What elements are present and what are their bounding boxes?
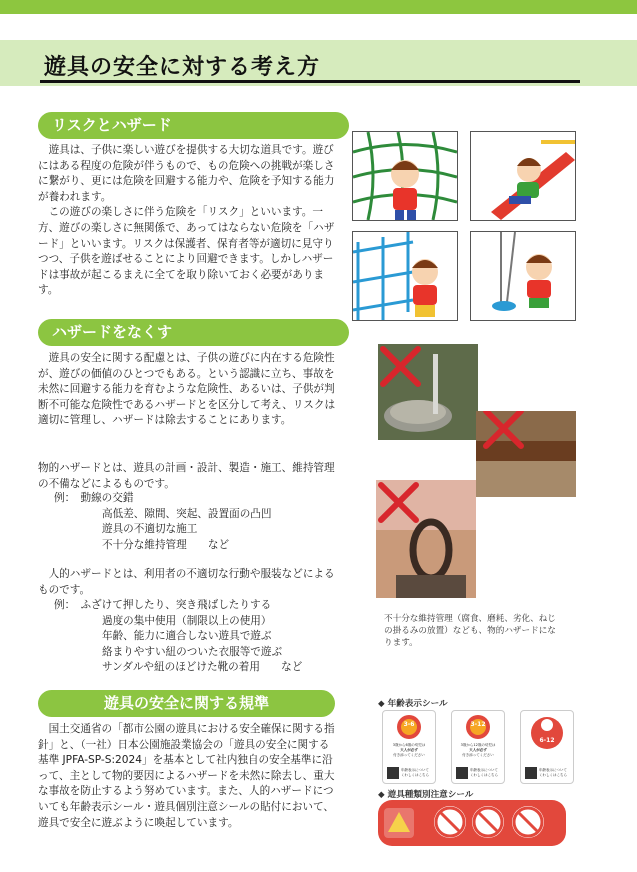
photo-worn-swing-chain <box>376 480 476 598</box>
sticker-line: 大人が必ず <box>469 748 487 752</box>
illustration-slide <box>470 131 576 221</box>
list-item: サンダルや紐のほどけた靴の着用 など <box>102 661 303 674</box>
qr-text: 年齢表示について くわしくはこちら <box>539 768 567 777</box>
qr-text: 年齢表示について くわしくはこちら <box>401 768 429 777</box>
qr-text: 年齢表示について くわしくはこちら <box>470 768 498 777</box>
type-sticker-label: ◆ 遊具種類別注意シール <box>378 790 474 800</box>
section-heading-safety-standards: 遊具の安全に関する規準 <box>38 690 335 717</box>
page-title: 遊具の安全に対する考え方 <box>44 55 321 80</box>
section-heading-risk-hazard: リスクとハザード <box>38 112 349 139</box>
illustration-climbing-net <box>352 131 458 221</box>
safety-standards-paragraph: 国土交通省の「都市公園の遊具における安全確保に関する指針」と、（一社）日本公園施設業協会の「遊具の安全に関する基準 JPFA-SP-S:2024」を基本として社内独自の安全基準に沿って、主として物的要因によるハザードを未然に除去し、重大な事故を防止するよう努めています。また、人的ハザードについても年齢表示シール・遊具個別注意シールの貼付において、遊具で安全に遊ぶように喚起しています。 <box>38 723 335 829</box>
qr-code-icon <box>387 767 399 779</box>
list-item: 例： 動線の交錯 <box>54 492 134 504</box>
list-item: 過度の集中使用（制限以上の使用） <box>102 614 272 627</box>
section-heading-remove-hazard: ハザードをなくす <box>38 319 349 346</box>
qr-code-icon <box>525 767 537 779</box>
age-sticker-label: ◆ 年齢表示シール <box>378 699 448 709</box>
age-range: 3-12 <box>470 721 486 728</box>
list-item: 不十分な維持管理 など <box>102 538 230 551</box>
sticker-line: 3歳から12歳の幼児は <box>460 743 496 747</box>
sticker-line: 3歳から6歳の幼児は <box>392 743 426 747</box>
list-item: 年齢、能力に適合しない遊具で遊ぶ <box>102 630 272 643</box>
title-underline <box>40 80 580 83</box>
list-item: 高低差、隙間、突起、設置面の凸凹 <box>102 507 272 520</box>
sticker-line: 付き添ってください <box>462 753 494 757</box>
physical-hazard-intro: 物的ハザードとは、遊具の計画・設計、製造・施工、維持管理の不備などによるものです。 <box>38 462 335 490</box>
age-sticker-3-6 <box>382 710 436 784</box>
list-item: 遊具の不適切な施工 <box>102 523 198 536</box>
maintenance-caption: 不十分な維持管理（腐食、磨耗、劣化、ねじの掛るみの放置）なども、物的ハザードになります。 <box>384 614 556 648</box>
sticker-line: 付き添ってください <box>393 753 425 757</box>
list-item: 例： ふざけて押したり、突き飛ばしたりする <box>54 599 272 611</box>
list-item: 絡まりやすい紐のついた衣服等で遊ぶ <box>102 645 283 658</box>
qr-code-icon <box>456 767 468 779</box>
physical-hazard-list <box>54 491 272 553</box>
remove-hazard-paragraph: 遊具の安全に関する配慮とは、子供の遊びに内在する危険性が、遊びの価値のひとつでもある。という認識に立ち、事故を未然に回避する能力を育むような危険性、あるいは、子供が判断不可能な危険性であるハザードとを区分して考え、リスクは適切に管理し、ハザードは除去することにあります。 <box>38 352 336 427</box>
human-hazard-list <box>54 598 302 676</box>
age-range: 6-12 <box>539 737 555 744</box>
age-sticker-3-12 <box>451 710 505 784</box>
age-sticker-6-12 <box>520 710 574 784</box>
age-range: 3-6 <box>403 721 415 728</box>
photo-rusted-edge <box>476 411 576 497</box>
risk-hazard-paragraph: 遊具は、子供に楽しい遊びを提供する大切な道具です。遊びにはある程度の危険が伴うもので、もの危険への挑戦が楽しさに繋がり、更には危険を回避する能力や、危険を予知する能力が養われます。 この遊びの楽しさに伴う危険を「リスク」といいます。一方、遊びの楽しさに無関係で、あってはならない危険を「ハザード」といいます。リスクは保護者、保育者等が適切に見守りつつ、子供を遊ばせることにより回避できます。しかしハザードは事故が起こるまえに全てを取り除いておく必要があります。 <box>38 144 335 297</box>
photo-worn-base <box>378 344 478 440</box>
top-accent-bar <box>0 0 637 14</box>
illustration-jungle-gym <box>352 231 458 321</box>
sticker-line: 大人が必ず <box>400 748 418 752</box>
equipment-warning-sticker <box>378 800 566 846</box>
illustration-swing <box>470 231 576 321</box>
human-hazard-intro: 人的ハザードとは、利用者の不適切な行動や服装などによるものです。 <box>38 568 335 596</box>
